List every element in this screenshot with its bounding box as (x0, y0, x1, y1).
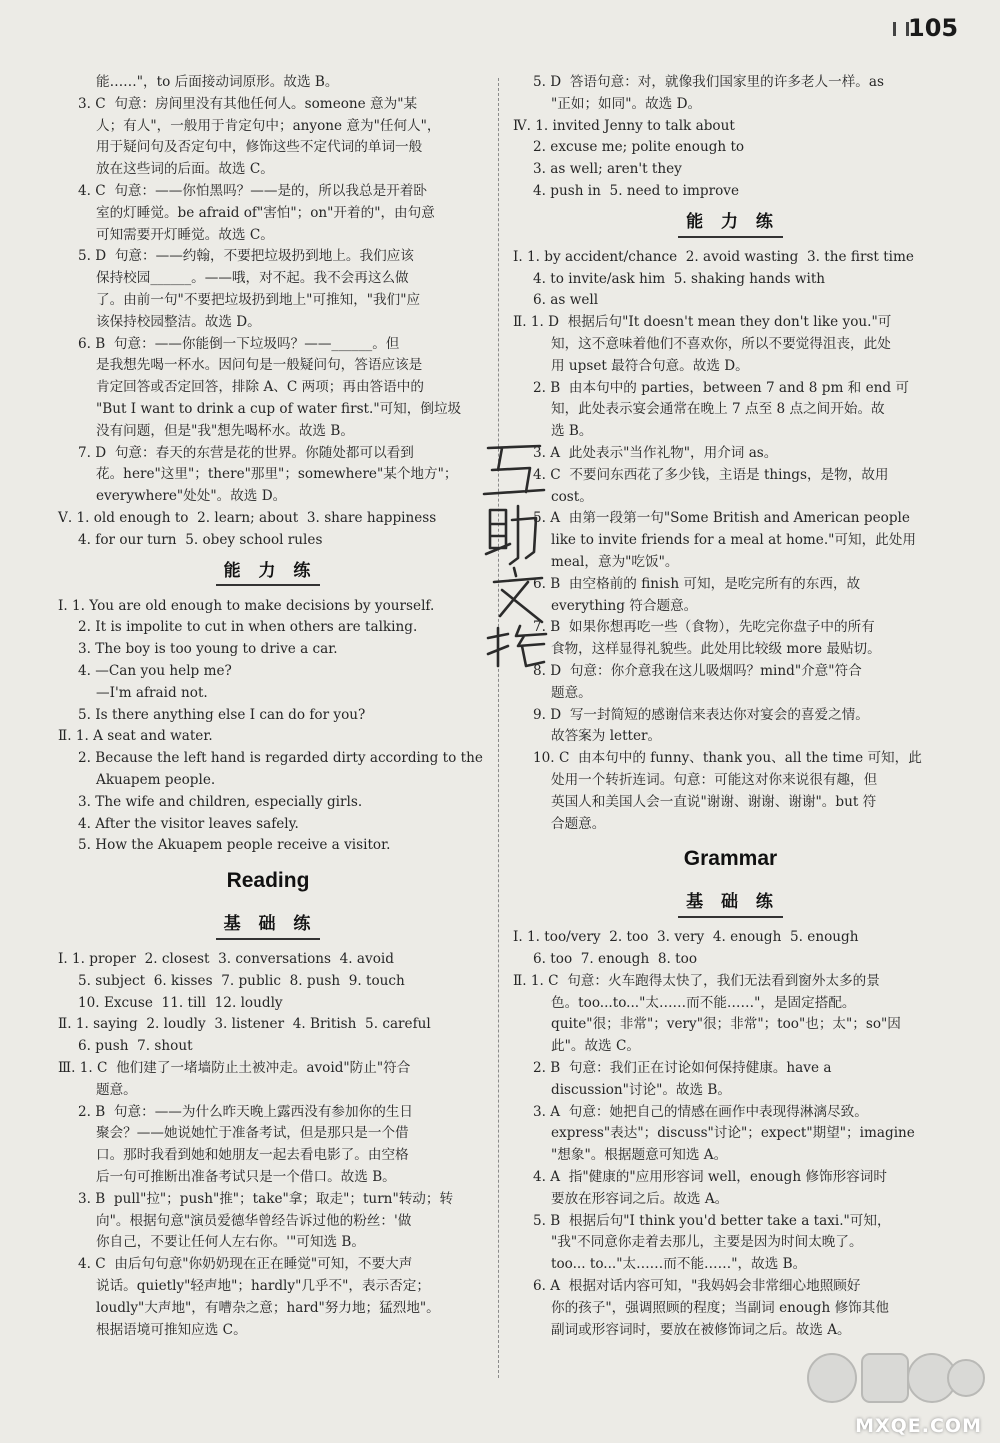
left-answer-line: 口。那时我看到她和她朋友一起去看电影了。由空格 (96, 1147, 409, 1164)
left-answer-line: 5. Is there anything else I can do for you? (78, 706, 366, 723)
left-answer-line: 室的灯睡觉。be afraid of"害怕"；on"开着的"，由句意 (96, 204, 435, 221)
right-answer-line: meal，意为"吃饭"。 (551, 553, 679, 570)
right-answer-line: Ⅰ. 1. by accident/chance 2. avoid wasting 3. the first time (513, 248, 914, 265)
exercise-heading-label: 基 础 练 (678, 892, 783, 918)
right-answer-line: 英国人和美国人会一直说"谢谢、谢谢、谢谢"。but 符 (551, 793, 877, 810)
left-answer-line: 了。由前一句"不要把垃圾扔到地上"可推知，"我们"应 (96, 291, 421, 308)
right-column (513, 72, 948, 1341)
right-answer-line: 6. B 由空格前的 finish 可知，是吃完所有的东西，故 (533, 575, 861, 592)
exercise-heading-label: 能 力 练 (678, 212, 783, 238)
right-answer-line: Ⅱ. 1. D 根据后句"It doesn't mean they don't like you."可 (513, 314, 892, 331)
right-answer-line: 2. excuse me; polite enough to (533, 139, 745, 156)
right-answer-line: 2. B 由本句中的 parties，between 7 and 8 pm 和 end 可 (533, 379, 910, 396)
left-answer-line: 聚会？——她说她忙于准备考试，但是那只是一个借 (96, 1125, 409, 1142)
left-answer-line: everywhere"处处"。故选 D。 (96, 488, 287, 505)
right-answer-line: quite"很；非常"；very"很；非常"；too"也；太"；so"因 (551, 1016, 901, 1033)
left-answer-line: Akuapem people. (96, 771, 216, 788)
right-answer-line: 色。too...to..."太……而不能……"，是固定搭配。 (551, 994, 856, 1011)
right-answer-line: 选 B。 (551, 423, 593, 440)
right-answer-line: 3. A 此处表示"当作礼物"，用介词 as。 (533, 444, 778, 461)
left-answer-line: 5. D 句意：——约翰，不要把垃圾扔到地上。我们应该 (78, 248, 414, 265)
left-answer-line: 花。here"这里"；there"那里"；somewhere"某个地方"； (96, 466, 458, 483)
right-answer-line: 副词或形容词时，要放在被修饰词之后。故选 A。 (551, 1321, 851, 1338)
left-answer-line: "But I want to drink a cup of water first."可知，倒垃圾 (96, 400, 462, 417)
right-answer-line: 4. push in 5. need to improve (533, 182, 740, 199)
left-answer-line: 4. C 句意：——你怕黑吗？——是的，所以我总是开着卧 (78, 182, 427, 199)
right-answer-line: 6. A 根据对话内容可知，"我妈妈会非常细心地照顾好 (533, 1278, 861, 1295)
left-answer-line: 4. for our turn 5. obey school rules (78, 531, 323, 548)
right-answer-line: 故答案为 letter。 (551, 728, 662, 745)
left-answer-line: Ⅰ. 1. You are old enough to make decisions by yourself. (58, 597, 435, 614)
right-answer-line: "我"不同意你走着去那儿，主要是因为时间太晚了。 (551, 1234, 863, 1251)
right-answer-line: like to invite friends for a meal at home."可知，此处用 (551, 532, 916, 549)
left-answer-line: 5. subject 6. kisses 7. public 8. push 9. touch (78, 972, 405, 989)
right-answer-line: Ⅳ. 1. invited Jenny to talk about (513, 117, 735, 134)
left-answer-line: 2. It is impolite to cut in when others are talking. (78, 619, 418, 636)
left-answer-line: 6. B 句意：——你能倒一下垃圾吗？——______。但 (78, 335, 400, 352)
right-answer-line: "正如；如同"。故选 D。 (551, 95, 702, 112)
right-answer-line: 4. A 指"健康的"应用形容词 well，enough 修饰形容词时 (533, 1169, 887, 1186)
right-answer-line: everything 符合题意。 (551, 597, 698, 614)
right-answer-line: cost。 (551, 488, 593, 505)
right-answer-line: "想象"。根据题意可知选 A。 (551, 1147, 728, 1164)
exercise-heading-label: 能 力 练 (216, 561, 321, 587)
left-answer-line: 5. How the Akuapem people receive a visitor. (78, 837, 391, 854)
right-answer-line: Ⅱ. 1. C 句意：火车跑得太快了，我们无法看到窗外太多的景 (513, 972, 880, 989)
left-answer-line: 放在这些词的后面。故选 C。 (96, 161, 274, 178)
left-answer-line: —I'm afraid not. (96, 684, 208, 701)
right-answer-line: 用 upset 最符合句意。故选 D。 (551, 357, 749, 374)
left-answer-line: 10. Excuse 11. till 12. loudly (78, 994, 283, 1011)
handwritten-annotation (480, 440, 560, 670)
column-divider (498, 78, 499, 1378)
right-answer-line: 你的孩子"，强调照顾的程度；当副词 enough 修饰其他 (551, 1299, 889, 1316)
left-answer-line: 4. —Can you help me? (78, 662, 232, 679)
right-answer-line: 4. to invite/ask him 5. shaking hands with (533, 270, 826, 287)
right-answer-line: 3. as well; aren't they (533, 161, 682, 178)
header-mark (893, 22, 909, 36)
left-answer-line: 3. C 句意：房间里没有其他任何人。someone 意为"某 (78, 95, 418, 112)
watermark-text: MXQE.COM (855, 1415, 982, 1437)
left-answer-line: 3. B pull"拉"；push"推"；take"拿；取走"；turn"转动；转 (78, 1190, 454, 1207)
right-answer-line: 9. D 写一封简短的感谢信来表达你对宴会的喜爱之情。 (533, 706, 869, 723)
left-answer-line: 向"。根据句意"演员爱德华曾经告诉过他的粉丝：'做 (96, 1212, 412, 1229)
section-title: Reading (226, 869, 310, 893)
right-answer-line: 要放在形容词之后。故选 A。 (551, 1190, 729, 1207)
exercise-heading (58, 905, 478, 949)
right-answer-line: discussion"讨论"。故选 B。 (551, 1081, 732, 1098)
right-answer-line: 5. A 由第一段第一句"Some British and American people (533, 510, 910, 527)
right-answer-line: 5. B 根据后句"I think you'd better take a taxi."可知， (533, 1212, 891, 1229)
right-answer-line: 2. B 句意：我们正在讨论如何保持健康。have a (533, 1060, 832, 1077)
left-answer-line: 2. Because the left hand is regarded dirty according to the (78, 750, 483, 767)
right-answer-line: 4. C 不要问东西花了多少钱，主语是 things，是物，故用 (533, 466, 889, 483)
left-answer-line: 6. push 7. shout (78, 1038, 193, 1055)
left-answer-line: 人；有人"，一般用于肯定句中；anyone 意为"任何人"， (96, 117, 441, 134)
left-answer-line: 肯定回答或否定回答，排除 A、C 两项；再由答语中的 (96, 379, 424, 396)
left-answer-line: Ⅴ. 1. old enough to 2. learn; about 3. share happiness (58, 509, 437, 526)
right-answer-line: 合题意。 (551, 815, 606, 832)
right-answer-line: 题意。 (551, 684, 592, 701)
right-answer-line: 处用一个转折连词。句意：可能这对你来说很有趣，但 (551, 771, 878, 788)
right-answer-line: 7. B 如果你想再吃一些（食物），先吃完你盘子中的所有 (533, 619, 875, 636)
right-answer-line: 8. D 句意：你介意我在这儿吸烟吗？mind"介意"符合 (533, 662, 862, 679)
right-answer-line: Ⅰ. 1. too/very 2. too 3. very 4. enough 5. enough (513, 929, 859, 946)
section-title: Grammar (683, 847, 778, 871)
exercise-heading (513, 203, 948, 247)
left-answer-line: Ⅱ. 1. A seat and water. (58, 728, 213, 745)
left-answer-line: 没有问题，但是"我"想先喝杯水。故选 B。 (96, 422, 354, 439)
left-answer-line: Ⅱ. 1. saying 2. loudly 3. listener 4. British 5. careful (58, 1016, 431, 1033)
left-answer-line: 3. The boy is too young to drive a car. (78, 641, 338, 658)
right-answer-line: too... to..."太……而不能……"，故选 B。 (551, 1256, 807, 1273)
left-answer-line: Ⅰ. 1. proper 2. closest 3. conversations 4. avoid (58, 951, 394, 968)
exercise-heading (513, 883, 948, 927)
exercise-heading-label: 基 础 练 (216, 914, 321, 940)
left-answer-line: loudly"大声地"，有嘈杂之意；hard"努力地；猛烈地"。 (96, 1299, 440, 1316)
left-answer-line: 能……"，to 后面接动词原形。故选 B。 (96, 74, 339, 90)
left-answer-line: 根据语境可推知应选 C。 (96, 1321, 247, 1338)
right-answer-line: 3. A 句意：她把自己的情感在画作中表现得淋漓尽致。 (533, 1103, 868, 1120)
left-answer-line: 保持校园______。——哦，对不起。我不会再这么做 (96, 270, 409, 287)
left-answer-line: 用于疑问句及否定句中，修饰这些不定代词的单词一般 (96, 139, 423, 156)
right-answer-line: 6. too 7. enough 8. too (533, 951, 698, 968)
right-answer-line: 6. as well (533, 292, 599, 309)
left-answer-line: 你自己，不要让任何人左右你。'"可知选 B。 (96, 1234, 365, 1251)
left-answer-line: 后一句可推断出准备考试只是一个借口。故选 B。 (96, 1169, 396, 1186)
left-answer-line: 4. C 由后句句意"你奶奶现在正在睡觉"可知，不要大声 (78, 1256, 413, 1273)
left-answer-line: 3. The wife and children, especially girls. (78, 793, 363, 810)
left-answer-line: 说话。quietly"轻声地"；hardly"几乎不"，表示否定； (96, 1278, 430, 1295)
right-answer-line: 5. D 答语句意：对，就像我们国家里的许多老人一样。as (533, 74, 884, 90)
left-answer-line: 是我想先喝一杯水。因问句是一般疑问句，答语应该是 (96, 357, 423, 374)
left-answer-line: 该保持校园整洁。故选 D。 (96, 313, 261, 330)
left-answer-line: Ⅲ. 1. C 他们建了一堵墙防止土被冲走。avoid"防止"符合 (58, 1060, 411, 1077)
left-answer-line: 4. After the visitor leaves safely. (78, 815, 299, 832)
page-number: 105 (908, 14, 959, 42)
right-answer-line: 此"。故选 C。 (551, 1038, 640, 1055)
left-answer-line: 题意。 (96, 1081, 137, 1098)
left-column (58, 72, 483, 1341)
right-answer-line: 知，这不意味着他们不喜欢你，所以不要觉得沮丧，此处 (551, 335, 891, 352)
left-answer-line: 7. D 句意：春天的东营是花的世界。你随处都可以看到 (78, 444, 414, 461)
right-answer-line: 10. C 由本句中的 funny、thank you、all the time 可知，此 (533, 750, 922, 767)
right-answer-line: express"表达"；discuss"讨论"；expect"期望"；imagine (551, 1125, 915, 1142)
left-answer-line: 可知需要开灯睡觉。故选 C。 (96, 226, 274, 243)
left-answer-line: 2. B 句意：——为什么昨天晚上露西没有参加你的生日 (78, 1103, 413, 1120)
right-answer-line: 食物，这样显得礼貌些。此处用比较级 more 最贴切。 (551, 641, 881, 658)
right-answer-line: 知，此处表示宴会通常在晚上 7 点至 8 点之间开始。故 (551, 401, 885, 418)
exercise-heading (58, 552, 478, 596)
